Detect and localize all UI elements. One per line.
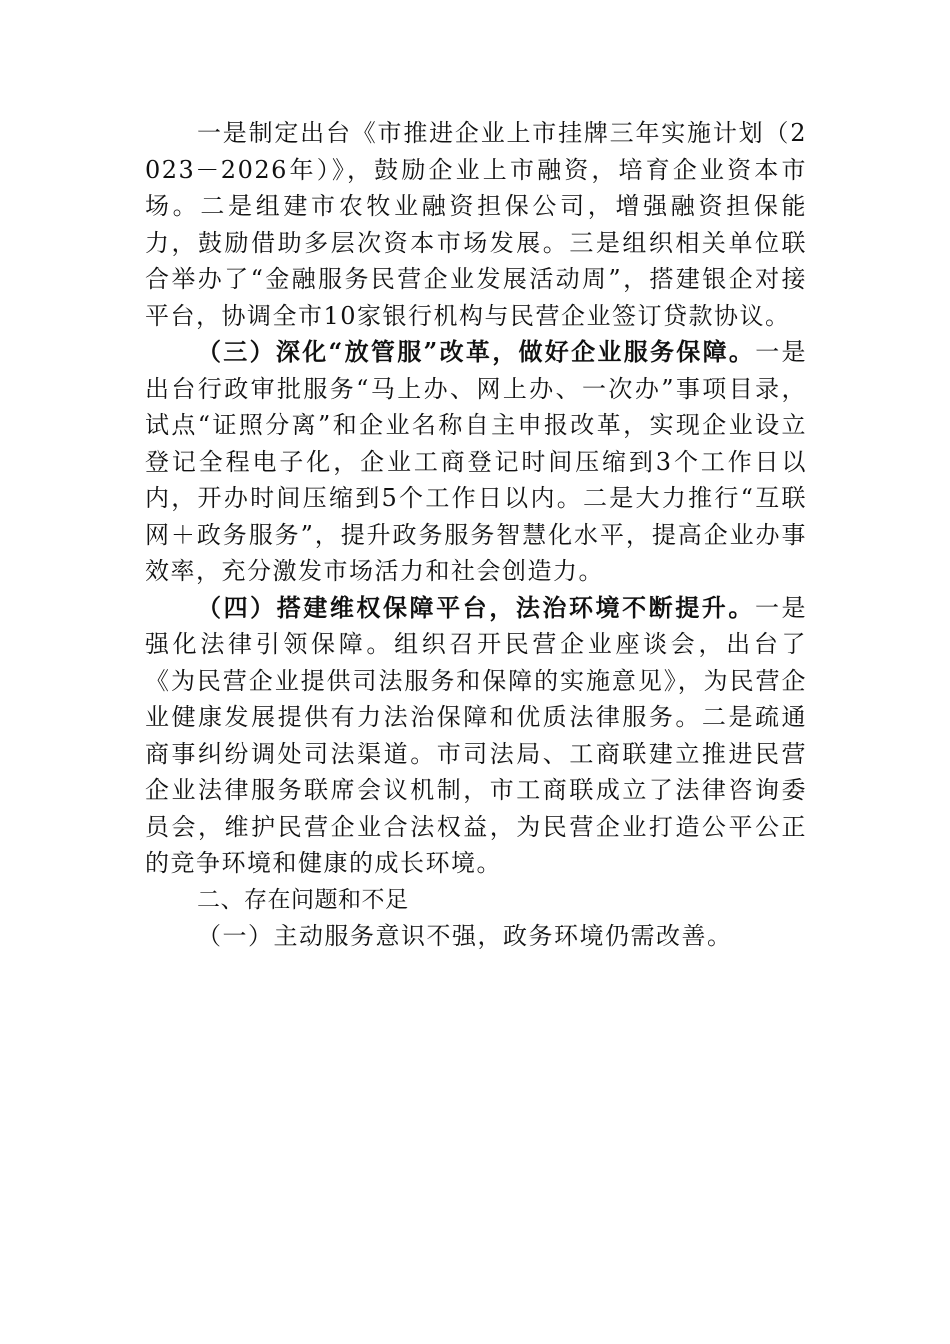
section-heading: 二、存在问题和不足: [197, 886, 409, 913]
paragraph-financing: [145, 115, 807, 334]
paragraph-lead-heading: （三）深化“放管服”改革，做好企业服务保障。: [197, 337, 756, 366]
subheading: （一）主动服务意识不强，政务环境仍需改善。: [197, 922, 733, 950]
paragraph-text: 一是强化法律引领保障。组织召开民营企业座谈会，出台了《为民营企业提供司法服务和保障的实施意见》，为民营企业健康发展提供有力法治保障和优质法律服务。二是疏通商事纠纷调处司法渠道。市司法局、工商联建立推进民营企业法律服务联席会议机制，市工商联成立了法律咨询委员会，维护民营企业合法权益，为民营企业打造公平公正的竞争环境和健康的成长环境。: [145, 593, 808, 877]
paragraph-text: 一是制定出台《市推进企业上市挂牌三年实施计划（2023－2026年）》，鼓励企业上市融资，培育企业资本市场。二是组建市农牧业融资担保公司，增强融资担保能力，鼓励借助多层次资本市场发展。三是组织相关单位联合举办了“金融服务民营企业发展活动周”，搭建银企对接平台，协调全市10家银行机构与民营企业签订贷款协议。: [145, 119, 807, 330]
paragraph-legal-platform: [145, 590, 807, 882]
paragraph-text: 一是出台行政审批服务“马上办、网上办、一次办”事项目录，试点“证照分离”和企业名称自主申报改革，实现企业设立登记全程电子化，企业工商登记时间压缩到3个工作日以内，开办时间压缩到5个工作日以内。二是大力推行“互联网＋政务服务”，提升政务服务智慧化水平，提高企业办事效率，充分激发市场活力和社会创造力。: [145, 338, 808, 585]
paragraph-service-reform: [145, 334, 807, 590]
paragraph-lead-heading: （四）搭建维权保障平台，法治环境不断提升。: [197, 592, 755, 622]
document-body: [145, 115, 807, 955]
